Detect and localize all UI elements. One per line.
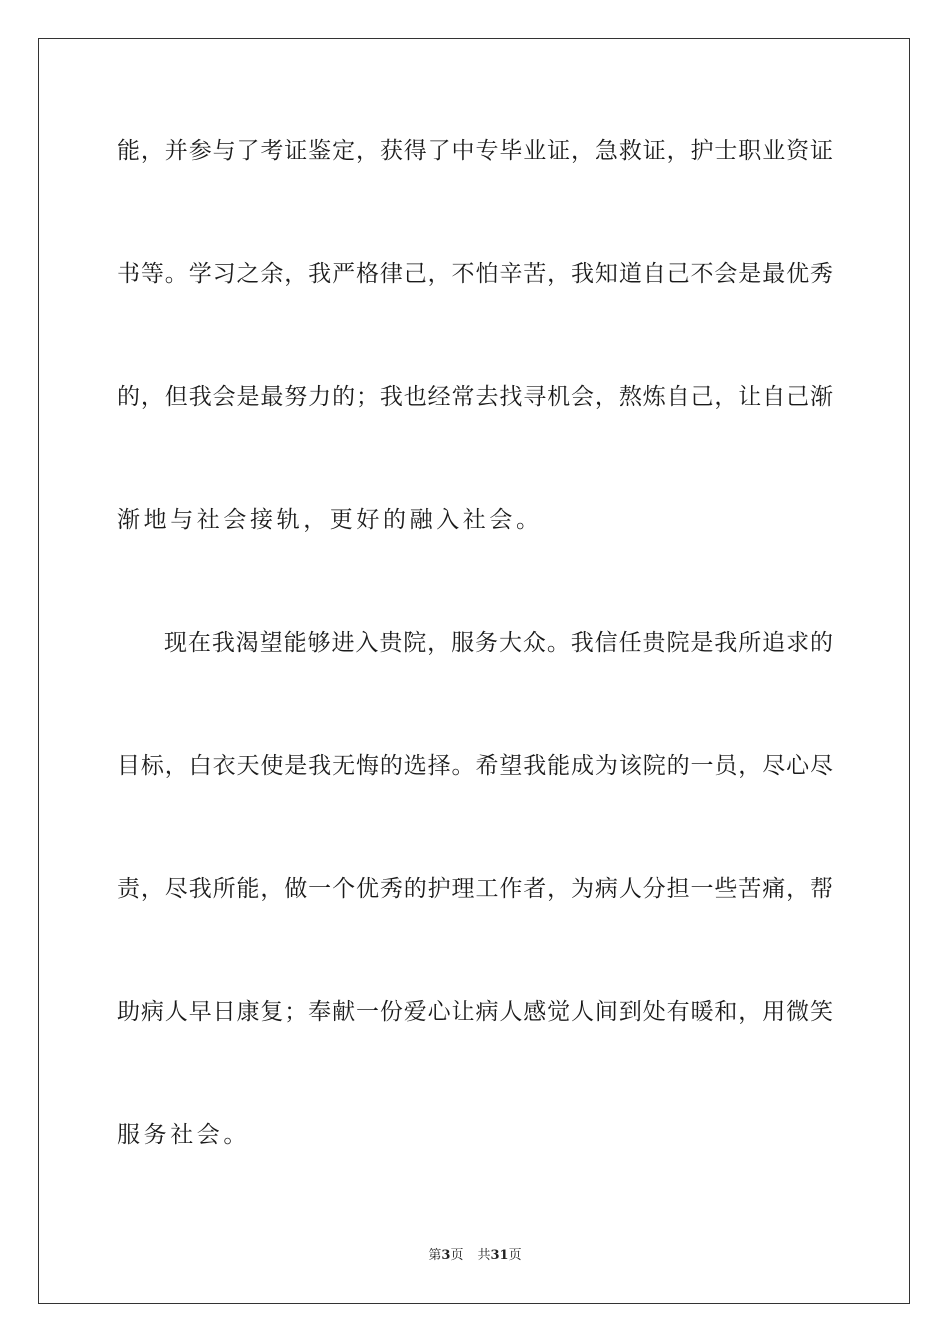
body-line-8: 助病人早日康复；奉献一份爱心让病人感觉人间到处有暖和，用微笑	[117, 999, 833, 1025]
total-pages: 31	[490, 1248, 509, 1263]
total-label-suffix: 页	[508, 1248, 522, 1263]
body-line-3: 的，但我会是最努力的；我也经常去找寻机会，熬炼自己，让自己渐	[117, 384, 833, 410]
page-label-prefix: 第	[428, 1248, 442, 1263]
page-footer	[0, 1247, 950, 1265]
page-border	[38, 38, 910, 1304]
body-line-4: 渐地与社会接轨，更好的融入社会。	[117, 507, 543, 533]
page-label-suffix: 页	[450, 1248, 464, 1263]
body-line-1: 能，并参与了考证鉴定，获得了中专毕业证，急救证，护士职业资证	[117, 138, 833, 164]
body-line-7: 责，尽我所能，做一个优秀的护理工作者，为病人分担一些苦痛，帮	[117, 876, 833, 902]
body-line-2: 书等。学习之余，我严格律己，不怕辛苦，我知道自己不会是最优秀	[117, 261, 833, 287]
body-line-5: 现在我渴望能够进入贵院，服务大众。我信任贵院是我所追求的	[164, 630, 833, 656]
page-number: 3	[441, 1248, 451, 1263]
body-line-6: 目标，白衣天使是我无悔的选择。希望我能成为该院的一员，尽心尽	[117, 753, 833, 779]
body-line-9: 服务社会。	[117, 1122, 250, 1148]
total-label-prefix: 共	[477, 1248, 491, 1263]
